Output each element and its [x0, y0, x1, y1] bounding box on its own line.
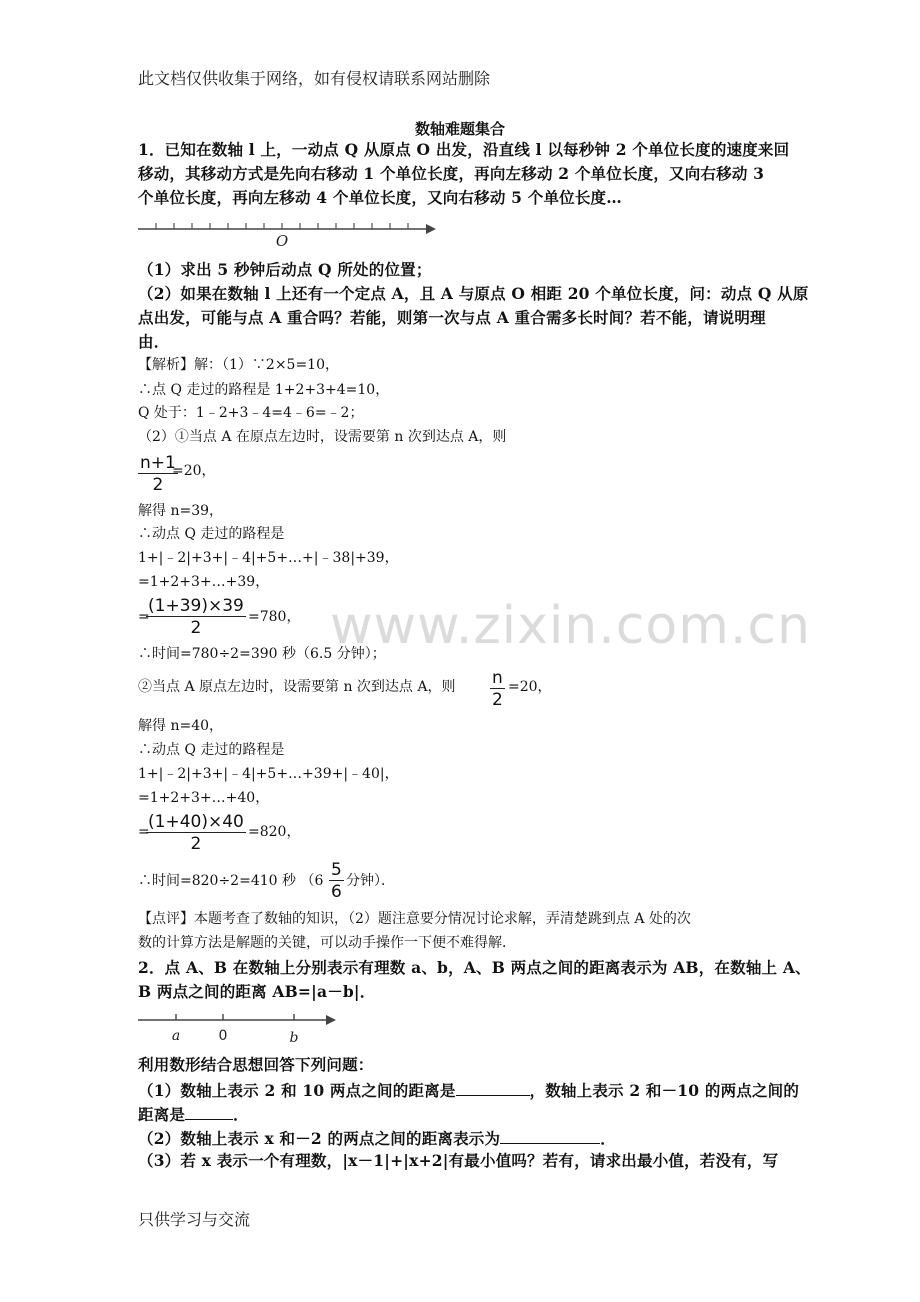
solution-line-14: =1+2+3+…+40， [138, 790, 270, 806]
solution-line-3: Q 处于：1﹣2+3﹣4=4﹣6=﹣2； [138, 405, 364, 421]
problem2-q2 [138, 1129, 616, 1147]
problem2-q3: （3）若 x 表示一个有理数，|x－1|+|x+2|有最小值吗？若有，请求出最小值，若没有，写 [138, 1151, 779, 1170]
comment-line-1: 【点评】本题考查了数轴的知识，（2）题注意要分情况讨论求解，弄清楚跳到点 A 处的次 [138, 911, 691, 927]
problem2-q1-text-d: ． [233, 1105, 249, 1124]
solution-line-13: 1+|﹣2|+3+|﹣4|+5+…+39+|﹣40|， [138, 766, 399, 782]
solution-line-15: ∴时间=820÷2=410 秒 （6 [138, 873, 324, 889]
comment-line-2: 数的计算方法是解题的关键，可以动手操作一下便不难得解． [138, 935, 516, 951]
fraction-numerator: n [492, 668, 503, 688]
solution-line-9: ∴时间=780÷2=390 秒（6.5 分钟）； [138, 646, 386, 662]
number-line-1 [136, 214, 446, 250]
problem2-q1-text-b: ，数轴上表示 2 和－10 的两点之间的 [529, 1081, 800, 1100]
fraction-denominator: 2 [152, 475, 164, 495]
equation-equals-20-b: =20， [508, 679, 552, 695]
equals-sign: = [138, 609, 150, 625]
problem1-line-3: 个单位长度，再向左移动 4 个单位长度，又向右移动 5 个单位长度… [138, 188, 622, 207]
solution-line-1: 【解析】解：（1）∵2×5=10， [138, 357, 339, 373]
equals-sign: = [138, 824, 150, 840]
solution-line-8: =1+2+3+…+39， [138, 574, 270, 590]
fraction-numerator: (1+40)×40 [148, 812, 244, 832]
point-b-label: b [289, 1030, 299, 1046]
problem1-sub1: （1）求出 5 秒钟后动点 Q 所处的位置； [138, 260, 432, 279]
time-minutes-suffix: 分钟）． [346, 873, 395, 889]
problem1-sub2-line-1: （2）如果在数轴 l 上还有一个定点 A，且 A 与原点 O 相距 20 个单位长度，问：动点 Q 从原 [138, 284, 809, 303]
fraction-5-over-6 [329, 862, 344, 901]
fraction-numerator: (1+39)×39 [148, 596, 244, 616]
page-title: 数轴难题集合 [414, 120, 505, 138]
problem1-sub2-line-3: 由． [138, 332, 170, 351]
fraction-numerator: 5 [331, 860, 342, 880]
solution-line-10: ②当点 A 原点左边时，设需要第 n 次到达点 A，则 [138, 679, 456, 695]
problem2-line-2: B 两点之间的距离 AB=|a－b|． [138, 982, 376, 1001]
problem1-line-1: 1．已知在数轴 l 上，一动点 Q 从原点 O 出发，沿直线 l 以每秒钟 2 个单位长度的速度来回 [138, 140, 790, 159]
answer-blank-1[interactable] [456, 1081, 530, 1096]
problem2-q1-line-2 [138, 1105, 249, 1123]
point-a-label: a [171, 1028, 181, 1044]
solution-line-4: （2）①当点 A 在原点左边时，设需要第 n 次到达点 A，则 [138, 429, 507, 445]
solution-line-5: 解得 n=39， [138, 503, 224, 519]
problem2-line-1: 2．点 A、B 在数轴上分别表示有理数 a、b，A、B 两点之间的距离表示为 AB，在数轴上 A、 [138, 958, 811, 977]
fraction-denominator: 2 [190, 834, 202, 854]
watermark-text: www.zixin.com.cn [330, 596, 811, 656]
problem1-sub2-line-2: 点出发，可能与点 A 重合吗？若能，则第一次与点 A 重合需多长时间？若不能，请说明理 [138, 308, 766, 327]
problem1-line-2: 移动，其移动方式是先向右移动 1 个单位长度，再向左移动 2 个单位长度，又向右移动 3 [138, 164, 765, 183]
problem2-q1-text-a: （1）数轴上表示 2 和 10 两点之间的距离是 [138, 1081, 456, 1100]
fraction-sum-39 [146, 598, 246, 637]
fraction-denominator: 6 [331, 882, 342, 902]
solution-line-6: ∴动点 Q 走过的路程是 [138, 526, 285, 542]
equation-equals-20: =20， [172, 463, 216, 479]
document-footer: 只供学习与交流 [138, 1210, 251, 1229]
problem2-q2-text-b: ． [600, 1129, 616, 1148]
origin-label: O [275, 232, 289, 250]
solution-line-12: ∴动点 Q 走过的路程是 [138, 742, 285, 758]
fraction-n-over-2 [490, 670, 505, 709]
problem2-q1-line-1 [138, 1081, 799, 1099]
point-zero-label: 0 [218, 1028, 228, 1044]
equation-result-780: =780， [248, 609, 301, 625]
fraction-numerator: n+1 [140, 453, 176, 473]
solution-line-11: 解得 n=40， [138, 718, 224, 734]
problem2-q2-text-a: （2）数轴上表示 x 和－2 的两点之间的距离表示为 [138, 1129, 501, 1148]
solution-line-2: ∴点 Q 走过的路程是 1+2+3+4=10， [138, 382, 390, 398]
problem2-intro: 利用数形结合思想回答下列问题： [138, 1055, 374, 1074]
document-header: 此文档仅供收集于网络，如有侵权请联系网站删除 [138, 69, 491, 88]
answer-blank-3[interactable] [500, 1129, 600, 1144]
solution-line-7: 1+|﹣2|+3+|﹣4|+5+…+|﹣38|+39， [138, 550, 399, 566]
problem2-q1-text-c: 距离是 [138, 1105, 186, 1124]
equation-result-820: =820， [248, 824, 301, 840]
fraction-denominator: 2 [190, 618, 202, 638]
fraction-sum-40 [146, 814, 246, 853]
answer-blank-2[interactable] [185, 1105, 233, 1120]
number-line-2 [136, 1010, 346, 1046]
fraction-denominator: 2 [491, 690, 503, 710]
